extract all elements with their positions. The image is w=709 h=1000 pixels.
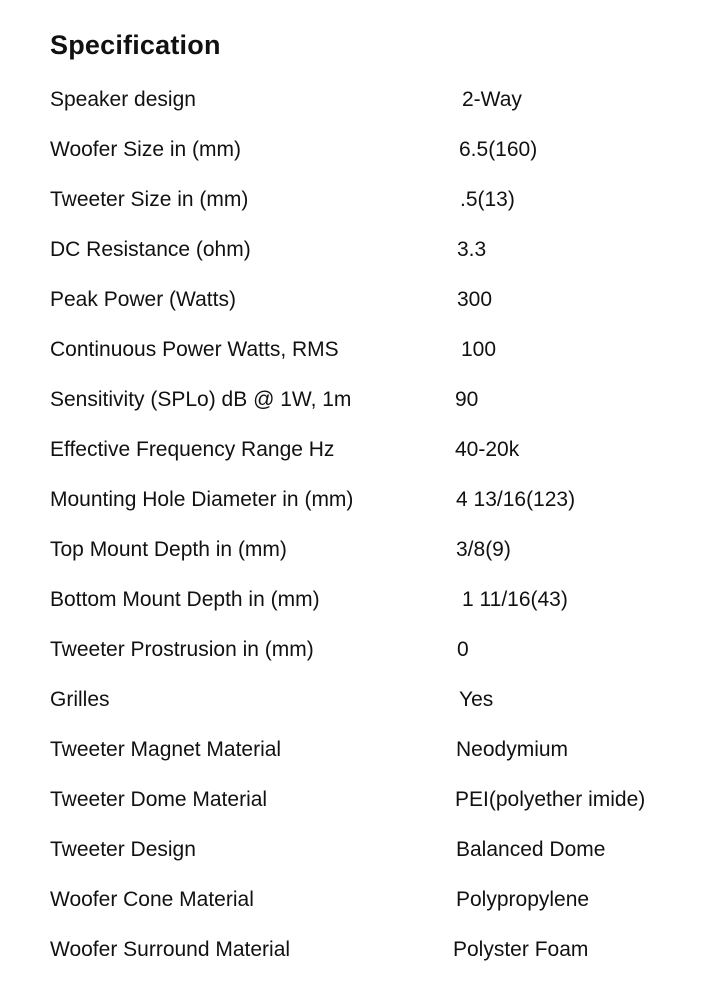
- spec-value: 100: [461, 338, 497, 361]
- spec-label: Tweeter Magnet Material: [50, 738, 282, 761]
- spec-row: [0, 483, 709, 517]
- spec-value: 0: [457, 638, 469, 661]
- spec-row: [0, 183, 709, 217]
- spec-value: 6.5(160): [459, 138, 538, 161]
- spec-value: PEI(polyether imide): [455, 788, 646, 811]
- spec-row: [0, 133, 709, 167]
- spec-value: 2-Way: [462, 88, 522, 111]
- spec-row: [0, 933, 709, 967]
- spec-row: [0, 833, 709, 867]
- spec-value: 40-20k: [455, 438, 520, 461]
- spec-label: Tweeter Dome Material: [50, 788, 268, 811]
- spec-row: [0, 583, 709, 617]
- spec-value: Yes: [459, 688, 494, 711]
- spec-label: Sensitivity (SPLo) dB @ 1W, 1m: [50, 388, 352, 411]
- spec-row: [0, 83, 709, 117]
- spec-label: Peak Power (Watts): [50, 288, 236, 311]
- spec-label: Continuous Power Watts, RMS: [50, 338, 339, 361]
- spec-label: Tweeter Design: [50, 838, 196, 861]
- spec-value: Polyster Foam: [453, 938, 589, 961]
- spec-value: Balanced Dome: [456, 838, 606, 861]
- spec-label: DC Resistance (ohm): [50, 238, 251, 261]
- spec-row: [0, 383, 709, 417]
- spec-label: Woofer Cone Material: [50, 888, 254, 911]
- spec-value: .5(13): [460, 188, 515, 211]
- spec-row: [0, 233, 709, 267]
- spec-row: [0, 533, 709, 567]
- spec-value: 1 11/16(43): [462, 588, 568, 611]
- spec-value: 4 13/16(123): [456, 488, 576, 511]
- spec-row: [0, 683, 709, 717]
- spec-row: [0, 333, 709, 367]
- spec-value: Neodymium: [456, 738, 569, 761]
- spec-row: [0, 433, 709, 467]
- spec-label: Speaker design: [50, 88, 196, 111]
- spec-row: [0, 633, 709, 667]
- spec-label: Mounting Hole Diameter in (mm): [50, 488, 354, 511]
- spec-value: 90: [455, 388, 479, 411]
- spec-label: Bottom Mount Depth in (mm): [50, 588, 320, 611]
- spec-value: 300: [457, 288, 493, 311]
- page-title: Specification: [50, 30, 221, 60]
- spec-label: Tweeter Size in (mm): [50, 188, 249, 211]
- spec-row: [0, 783, 709, 817]
- spec-label: Effective Frequency Range Hz: [50, 438, 335, 461]
- spec-value: 3/8(9): [456, 538, 511, 561]
- spec-label: Woofer Size in (mm): [50, 138, 241, 161]
- spec-value: Polypropylene: [456, 888, 590, 911]
- spec-label: Grilles: [50, 688, 110, 711]
- spec-row: [0, 283, 709, 317]
- spec-row: [0, 733, 709, 767]
- spec-label: Top Mount Depth in (mm): [50, 538, 287, 561]
- spec-label: Woofer Surround Material: [50, 938, 291, 961]
- spec-value: 3.3: [457, 238, 487, 261]
- spec-row: [0, 883, 709, 917]
- spec-label: Tweeter Prostrusion in (mm): [50, 638, 314, 661]
